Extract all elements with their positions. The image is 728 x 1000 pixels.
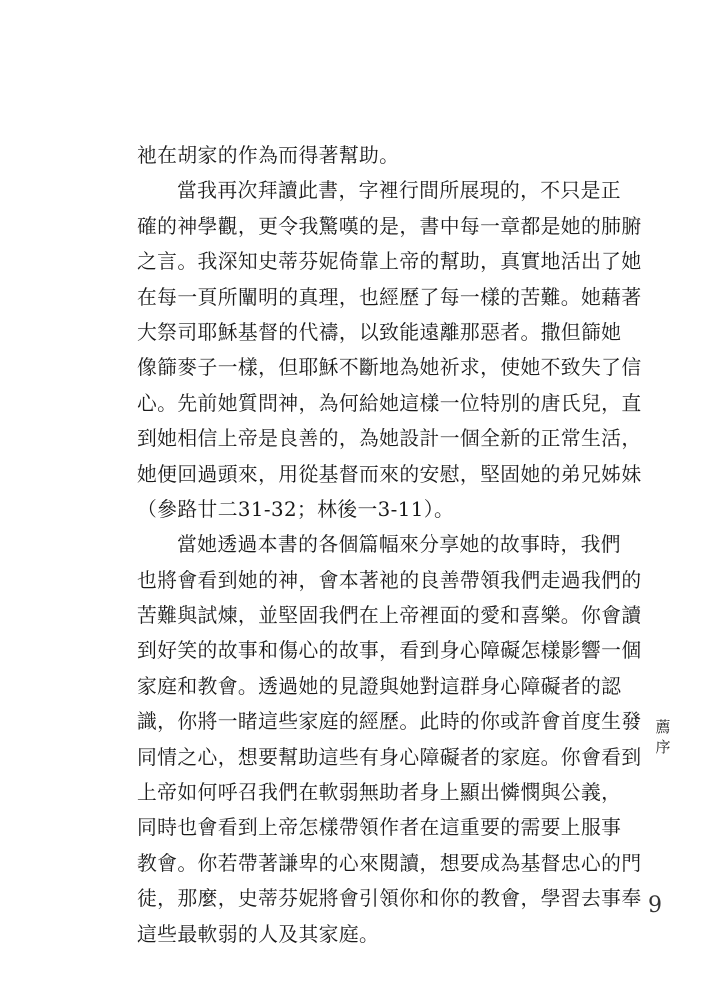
text-line: 像篩麥子一樣，但耶穌不斷地為她祈求，使她不致失了信 <box>137 356 642 380</box>
page-number: 9 <box>648 893 662 918</box>
text-line: 祂在胡家的作為而得著幫助。 <box>137 144 400 167</box>
text-line: 上帝如何呼召我們在軟弱無助者身上顯出憐憫與公義， <box>137 781 622 805</box>
section-side-label: 薦序 <box>655 718 671 756</box>
text-line: 到好笑的故事和傷心的故事，看到身心障礙怎樣影響一個 <box>137 639 642 663</box>
text-line: 之言。我深知史蒂芬妮倚靠上帝的幫助，真實地活出了她 <box>137 250 642 274</box>
body-text <box>137 138 642 952</box>
text-line: 家庭和教會。透過她的見證與她對這群身心障礙者的認 <box>137 674 622 698</box>
text-line: （參路廿二31-32；林後一3-11）。 <box>137 497 455 521</box>
text-line: 苦難與試煉，並堅固我們在上帝裡面的愛和喜樂。你會讀 <box>137 604 642 628</box>
text-line: 識，你將一睹這些家庭的經歷。此時的你或許會首度生發 <box>137 710 642 734</box>
text-line: 大祭司耶穌基督的代禱，以致能遠離那惡者。撒但篩她 <box>137 320 622 344</box>
paragraph-start-line: 當我再次拜讀此書，字裡行間所展現的，不只是正 <box>177 179 621 203</box>
text-line: 這些最軟弱的人及其家庭。 <box>137 922 380 946</box>
text-line: 徒，那麼，史蒂芬妮將會引領你和你的教會，學習去事奉 <box>137 887 642 911</box>
text-line: 心。先前她質問神，為何給她這樣一位特別的唐氏兒，直 <box>137 391 642 415</box>
text-line: 在每一頁所闡明的真理，也經歷了每一樣的苦難。她藉著 <box>137 285 642 309</box>
text-line: 教會。你若帶著謙卑的心來閱讀，想要成為基督忠心的門 <box>137 851 642 875</box>
text-line: 確的神學觀，更令我驚嘆的是，書中每一章都是她的肺腑 <box>137 214 642 238</box>
paragraph-start-line: 當她透過本書的各個篇幅來分享她的故事時，我們 <box>177 533 621 557</box>
text-line: 同情之心，想要幫助這些有身心障礙者的家庭。你會看到 <box>137 745 642 769</box>
text-line: 也將會看到她的神，會本著祂的良善帶領我們走過我們的 <box>137 568 642 592</box>
text-line: 她便回過頭來，用從基督而來的安慰，堅固她的弟兄姊妹 <box>137 462 642 486</box>
text-line: 同時也會看到上帝怎樣帶領作者在這重要的需要上服事 <box>137 816 622 840</box>
text-line: 到她相信上帝是良善的，為她設計一個全新的正常生活， <box>137 427 642 451</box>
